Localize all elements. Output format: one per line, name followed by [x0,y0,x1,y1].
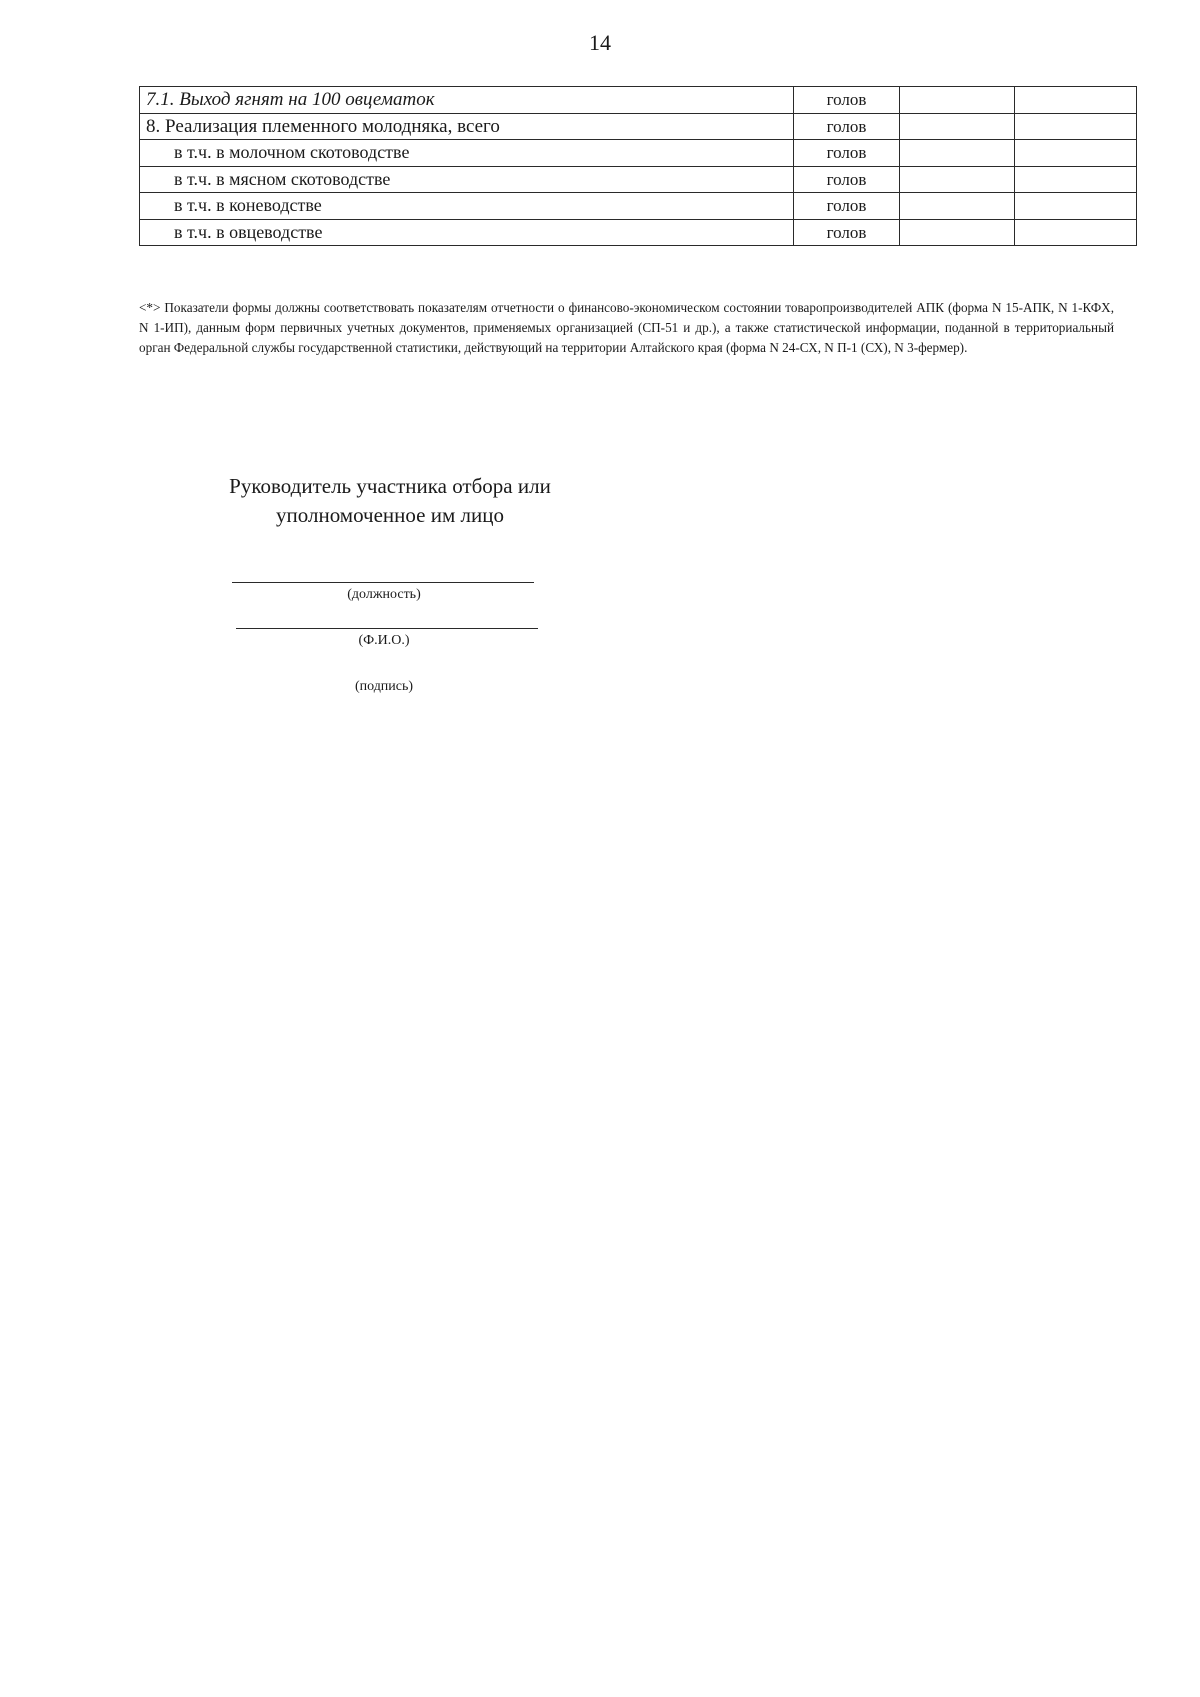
table-row [140,193,1137,220]
value-cell [1015,113,1137,140]
signer-title-line-1: Руководитель участника отбора или [229,474,551,498]
value-cell [900,87,1015,114]
row-label: 7.1. Выход ягнят на 100 овцематок [140,87,794,114]
value-cell [1015,140,1137,167]
row-unit: голов [794,113,900,140]
table-row [140,140,1137,167]
value-cell [1015,219,1137,246]
livestock-table [139,86,1137,246]
row-unit: голов [794,219,900,246]
row-unit: голов [794,87,900,114]
value-cell [900,166,1015,193]
name-line [236,628,538,629]
row-unit: голов [794,140,900,167]
table-row [140,87,1137,114]
row-label: в т.ч. в овцеводстве [140,219,794,246]
value-cell [900,113,1015,140]
row-unit: голов [794,193,900,220]
row-unit: голов [794,166,900,193]
value-cell [900,140,1015,167]
footnote: <*> Показатели формы должны соответствовать показателям отчетности о финансово-экономическом состоянии товаропроизводителей АПК (форма N 15-АПК, N 1-КФХ, N 1-ИП), данным форм первичных учетных документов, применяемых организацией (СП-51 и др.), а также статистической информации, поданной в территориальный орган Федеральной службы государственной статистики, действующий на территории Алтайского края (форма N 24-СХ, N П-1 (СХ), N 3-фермер). [139,300,1114,355]
value-cell [1015,87,1137,114]
signature-caption: (подпись) [354,679,414,694]
signer-title [180,472,600,530]
row-label: в т.ч. в молочном скотоводстве [140,140,794,167]
position-line [232,582,534,583]
value-cell [900,219,1015,246]
row-label: в т.ч. в коневодстве [140,193,794,220]
signer-title-line-2: уполномоченное им лицо [276,503,504,527]
value-cell [900,193,1015,220]
value-cell [1015,166,1137,193]
value-cell [1015,193,1137,220]
row-label: в т.ч. в мясном скотоводстве [140,166,794,193]
table-row [140,113,1137,140]
table-row [140,219,1137,246]
page-number: 14 [589,30,611,55]
table-row [140,166,1137,193]
name-caption: (Ф.И.О.) [358,633,410,648]
position-caption: (должность) [347,587,421,602]
row-label: 8. Реализация племенного молодняка, всего [140,113,794,140]
